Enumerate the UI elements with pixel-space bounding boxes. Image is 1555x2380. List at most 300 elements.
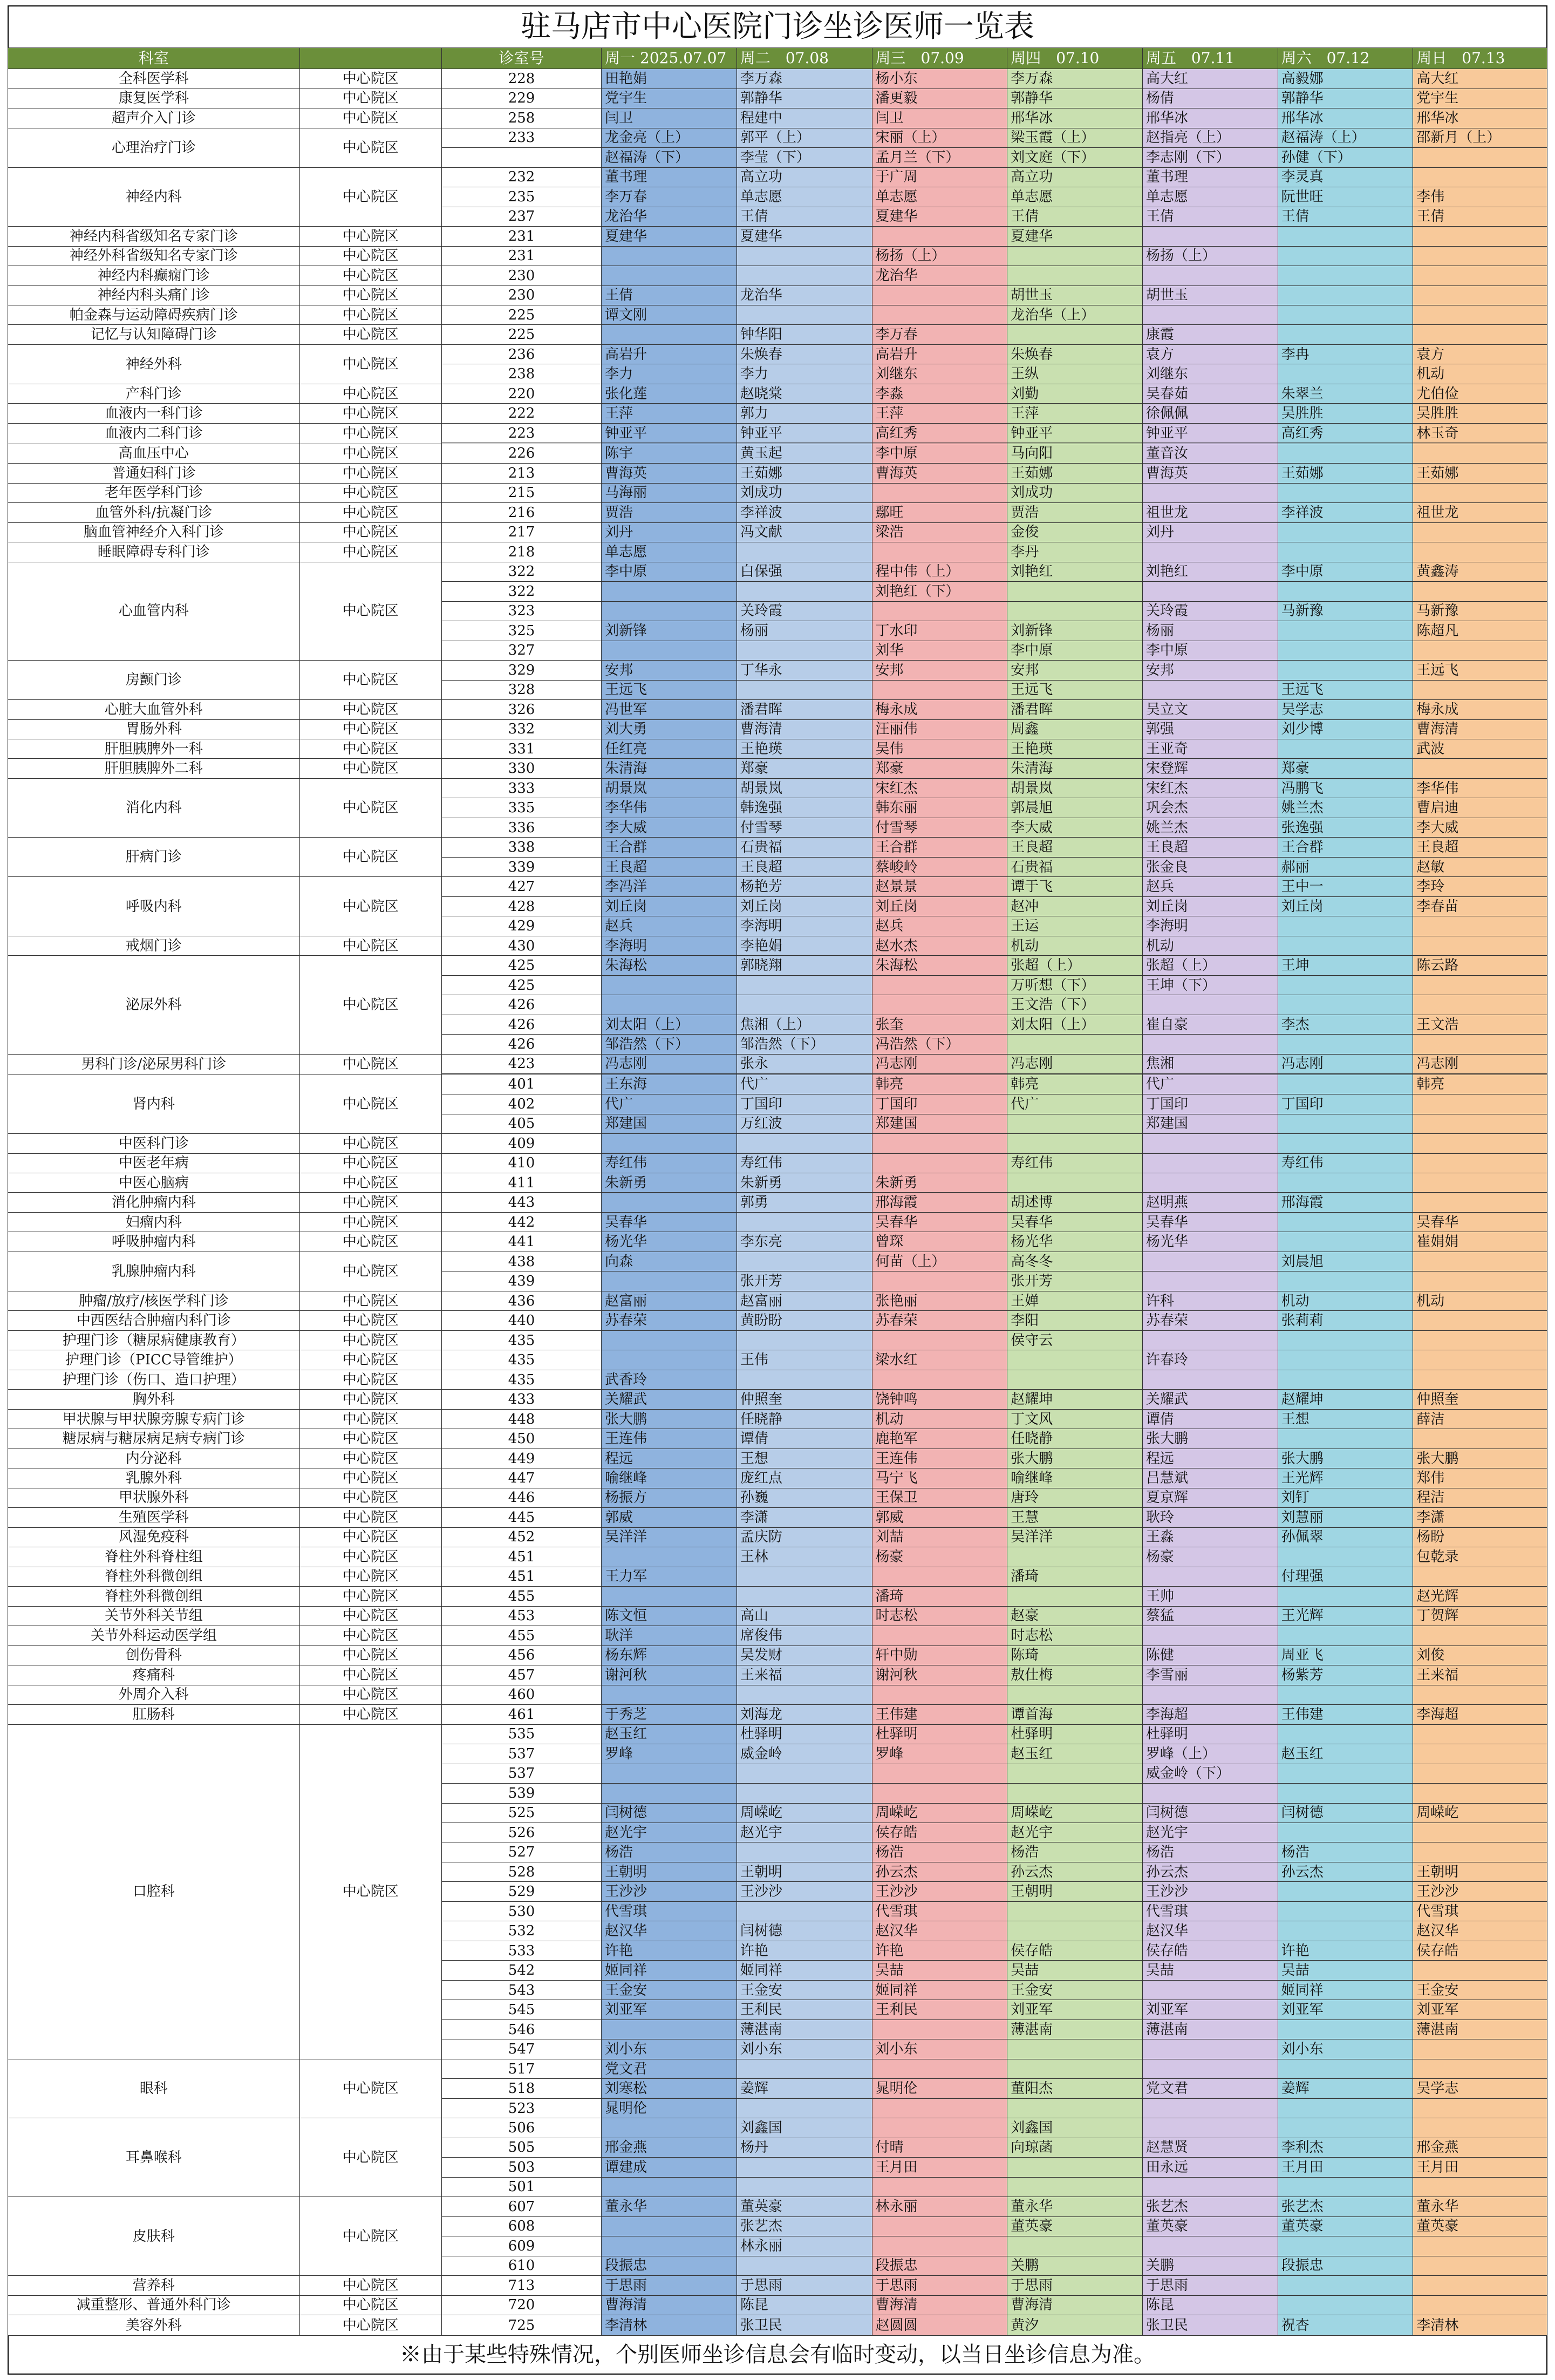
area-cell: 中心院区 bbox=[299, 1587, 441, 1606]
room-cell: 456 bbox=[441, 1645, 601, 1665]
doctor-cell-sat bbox=[1278, 246, 1413, 266]
doctor-cell-tue bbox=[736, 1567, 872, 1586]
doctor-cell-wed: 王沙沙 bbox=[872, 1882, 1007, 1901]
doctor-cell-thu: 刘勤 bbox=[1007, 384, 1143, 403]
room-cell: 336 bbox=[441, 818, 601, 837]
doctor-cell-tue: 张卫民 bbox=[736, 2315, 872, 2336]
dept-cell: 妇瘤内科 bbox=[8, 1212, 300, 1232]
doctor-cell-thu: 侯守云 bbox=[1007, 1330, 1143, 1350]
table-row bbox=[8, 936, 1547, 955]
dept-cell: 普通妇科门诊 bbox=[8, 464, 300, 483]
doctor-cell-sun bbox=[1413, 2236, 1547, 2256]
doctor-cell-sat: 王想 bbox=[1278, 1409, 1413, 1429]
doctor-cell-thu bbox=[1007, 2059, 1143, 2078]
doctor-cell-mon: 李清林 bbox=[602, 2315, 737, 2336]
doctor-cell-fri bbox=[1142, 1980, 1278, 2000]
table-row bbox=[8, 305, 1547, 325]
dept-cell: 肿瘤/放疗/核医学科门诊 bbox=[8, 1291, 300, 1310]
room-cell: 440 bbox=[441, 1311, 601, 1330]
area-cell: 中心院区 bbox=[299, 1567, 441, 1586]
doctor-cell-sun: 吴学志 bbox=[1413, 2079, 1547, 2098]
doctor-cell-thu: 潘琦 bbox=[1007, 1567, 1143, 1586]
doctor-cell-thu bbox=[1007, 582, 1143, 601]
doctor-cell-sun: 董英豪 bbox=[1413, 2216, 1547, 2236]
doctor-cell-sat bbox=[1278, 1823, 1413, 1842]
doctor-cell-tue bbox=[736, 2158, 872, 2177]
doctor-cell-mon: 李中原 bbox=[602, 562, 737, 581]
doctor-cell-thu: 刘文庭（下） bbox=[1007, 148, 1143, 167]
doctor-cell-fri bbox=[1142, 483, 1278, 502]
doctor-cell-fri: 杨倩 bbox=[1142, 89, 1278, 108]
header-day-wed: 周三 07.09 bbox=[872, 48, 1007, 69]
doctor-cell-wed bbox=[872, 995, 1007, 1015]
doctor-cell-thu: 王艳瑛 bbox=[1007, 739, 1143, 759]
doctor-cell-mon: 胡景岚 bbox=[602, 778, 737, 798]
doctor-cell-sun: 高大红 bbox=[1413, 69, 1547, 89]
area-cell: 中心院区 bbox=[299, 1508, 441, 1527]
area-cell: 中心院区 bbox=[299, 483, 441, 502]
table-row bbox=[8, 838, 1547, 857]
doctor-cell-thu: 马向阳 bbox=[1007, 444, 1143, 463]
doctor-cell-wed: 高岩升 bbox=[872, 344, 1007, 364]
dept-cell: 脊柱外科脊柱组 bbox=[8, 1547, 300, 1567]
doctor-cell-wed bbox=[872, 227, 1007, 246]
doctor-cell-fri: 耿玲 bbox=[1142, 1508, 1278, 1527]
doctor-cell-wed bbox=[872, 1134, 1007, 1153]
table-row bbox=[8, 1252, 1547, 1271]
doctor-cell-sun bbox=[1413, 2276, 1547, 2295]
doctor-cell-thu: 邢华冰 bbox=[1007, 108, 1143, 128]
dept-cell: 生殖医学科 bbox=[8, 1508, 300, 1527]
room-cell: 323 bbox=[441, 601, 601, 621]
table-row bbox=[8, 1311, 1547, 1330]
doctor-cell-fri bbox=[1142, 1685, 1278, 1704]
dept-cell: 关节外科关节组 bbox=[8, 1606, 300, 1626]
doctor-cell-thu bbox=[1007, 1784, 1143, 1803]
doctor-cell-sun: 机动 bbox=[1413, 1291, 1547, 1310]
doctor-cell-sun bbox=[1413, 1744, 1547, 1764]
doctor-cell-fri: 郭强 bbox=[1142, 719, 1278, 739]
doctor-cell-mon: 龙金亮（上） bbox=[602, 128, 737, 147]
doctor-cell-sun: 吴春华 bbox=[1413, 1212, 1547, 1232]
doctor-cell-thu: 高冬冬 bbox=[1007, 1252, 1143, 1271]
doctor-cell-sun: 祖世龙 bbox=[1413, 503, 1547, 522]
room-cell: 225 bbox=[441, 325, 601, 344]
doctor-cell-sat: 刘慧丽 bbox=[1278, 1508, 1413, 1527]
doctor-cell-tue bbox=[736, 1587, 872, 1606]
doctor-cell-mon bbox=[602, 995, 737, 1015]
doctor-cell-sun: 韩亮 bbox=[1413, 1075, 1547, 1094]
doctor-cell-wed: 冯浩然（下） bbox=[872, 1035, 1007, 1054]
doctor-cell-sat bbox=[1278, 1075, 1413, 1094]
doctor-cell-wed bbox=[872, 1764, 1007, 1783]
dept-cell: 呼吸内科 bbox=[8, 877, 300, 936]
room-cell: 426 bbox=[441, 1035, 601, 1054]
doctor-cell-sat: 刘丘岗 bbox=[1278, 896, 1413, 916]
table-row bbox=[8, 522, 1547, 542]
area-cell: 中心院区 bbox=[299, 444, 441, 463]
doctor-cell-mon bbox=[602, 641, 737, 660]
doctor-cell-fri bbox=[1142, 1370, 1278, 1389]
area-cell: 中心院区 bbox=[299, 838, 441, 877]
table-row bbox=[8, 325, 1547, 344]
doctor-cell-fri: 代广 bbox=[1142, 1075, 1278, 1094]
doctor-cell-mon: 董书理 bbox=[602, 167, 737, 187]
doctor-cell-wed: 林永丽 bbox=[872, 2197, 1007, 2216]
doctor-cell-wed: 曹海英 bbox=[872, 464, 1007, 483]
table-row bbox=[8, 483, 1547, 502]
doctor-cell-wed: 刘继东 bbox=[872, 364, 1007, 384]
doctor-cell-wed: 杨浩 bbox=[872, 1842, 1007, 1862]
room-cell: 231 bbox=[441, 227, 601, 246]
room-cell: 517 bbox=[441, 2059, 601, 2078]
doctor-cell-tue: 郭平（上） bbox=[736, 128, 872, 147]
doctor-cell-thu: 董永华 bbox=[1007, 2197, 1143, 2216]
area-cell: 中心院区 bbox=[299, 562, 441, 660]
doctor-cell-fri bbox=[1142, 995, 1278, 1015]
room-cell: 439 bbox=[441, 1271, 601, 1291]
doctor-cell-sun: 包乾录 bbox=[1413, 1547, 1547, 1567]
doctor-cell-fri: 张金良 bbox=[1142, 857, 1278, 876]
doctor-cell-wed: 宋丽（上） bbox=[872, 128, 1007, 147]
doctor-cell-tue: 刘成功 bbox=[736, 483, 872, 502]
doctor-cell-mon: 邹浩然（下） bbox=[602, 1035, 737, 1054]
doctor-cell-mon: 冯志刚 bbox=[602, 1054, 737, 1073]
doctor-cell-thu: 郭晨旭 bbox=[1007, 798, 1143, 818]
doctor-cell-fri: 董英豪 bbox=[1142, 2216, 1278, 2236]
doctor-cell-tue: 郭静华 bbox=[736, 89, 872, 108]
doctor-cell-thu: 郭静华 bbox=[1007, 89, 1143, 108]
doctor-cell-fri: 谭倩 bbox=[1142, 1409, 1278, 1429]
room-cell: 506 bbox=[441, 2118, 601, 2138]
doctor-cell-wed: 谢河秋 bbox=[872, 1665, 1007, 1685]
doctor-cell-mon: 朱新勇 bbox=[602, 1173, 737, 1193]
doctor-cell-tue: 周嵘屹 bbox=[736, 1803, 872, 1823]
doctor-cell-tue: 王朝明 bbox=[736, 1862, 872, 1881]
doctor-cell-sun: 袁方 bbox=[1413, 344, 1547, 364]
doctor-cell-mon: 闫卫 bbox=[602, 108, 737, 128]
doctor-cell-tue: 黄玉起 bbox=[736, 444, 872, 463]
doctor-cell-tue bbox=[736, 1252, 872, 1271]
room-cell: 460 bbox=[441, 1685, 601, 1704]
dept-cell: 脊柱外科微创组 bbox=[8, 1567, 300, 1586]
doctor-cell-fri bbox=[1142, 680, 1278, 699]
doctor-cell-sun: 王茹娜 bbox=[1413, 464, 1547, 483]
doctor-cell-wed bbox=[872, 2236, 1007, 2256]
doctor-cell-sat: 赵福涛（上） bbox=[1278, 128, 1413, 147]
area-cell: 中心院区 bbox=[299, 2118, 441, 2197]
doctor-cell-wed: 朱新勇 bbox=[872, 1173, 1007, 1193]
doctor-cell-sun bbox=[1413, 1823, 1547, 1842]
dept-cell: 耳鼻喉科 bbox=[8, 2118, 300, 2197]
doctor-cell-fri: 赵兵 bbox=[1142, 877, 1278, 896]
dept-cell: 神经内科 bbox=[8, 167, 300, 226]
doctor-cell-mon: 赵玉红 bbox=[602, 1724, 737, 1744]
doctor-cell-wed: 鹿艳军 bbox=[872, 1429, 1007, 1449]
doctor-cell-tue: 赵晓棠 bbox=[736, 384, 872, 403]
room-cell: 545 bbox=[441, 2000, 601, 2019]
doctor-cell-sun bbox=[1413, 1193, 1547, 1212]
doctor-cell-wed: 刘小东 bbox=[872, 2039, 1007, 2059]
doctor-cell-thu: 曹海清 bbox=[1007, 2295, 1143, 2315]
doctor-cell-tue: 吴发财 bbox=[736, 1645, 872, 1665]
header-row bbox=[8, 48, 1547, 69]
doctor-cell-sat bbox=[1278, 305, 1413, 325]
doctor-cell-wed: 曾琛 bbox=[872, 1232, 1007, 1252]
dept-cell: 心理治疗门诊 bbox=[8, 128, 300, 167]
doctor-cell-mon: 李冯洋 bbox=[602, 877, 737, 896]
doctor-cell-sun: 李海超 bbox=[1413, 1705, 1547, 1724]
doctor-cell-wed: 杨小东 bbox=[872, 69, 1007, 89]
doctor-cell-fri: 关鹏 bbox=[1142, 2256, 1278, 2275]
table-row bbox=[8, 1153, 1547, 1173]
area-cell: 中心院区 bbox=[299, 464, 441, 483]
doctor-cell-fri: 刘亚军 bbox=[1142, 2000, 1278, 2019]
doctor-cell-thu bbox=[1007, 2177, 1143, 2197]
room-cell: 609 bbox=[441, 2236, 601, 2256]
doctor-cell-fri bbox=[1142, 305, 1278, 325]
doctor-cell-mon: 谢河秋 bbox=[602, 1665, 737, 1685]
doctor-cell-sat bbox=[1278, 2236, 1413, 2256]
doctor-cell-wed: 杜驿明 bbox=[872, 1724, 1007, 1744]
schedule-body bbox=[8, 48, 1547, 2336]
doctor-cell-thu: 李大威 bbox=[1007, 818, 1143, 837]
doctor-cell-thu bbox=[1007, 1587, 1143, 1606]
doctor-cell-sat: 高毅娜 bbox=[1278, 69, 1413, 89]
doctor-cell-tue: 姬同祥 bbox=[736, 1961, 872, 1980]
doctor-cell-wed bbox=[872, 2177, 1007, 2197]
area-cell: 中心院区 bbox=[299, 1665, 441, 1685]
doctor-cell-fri: 焦湘 bbox=[1142, 1054, 1278, 1073]
doctor-cell-sun bbox=[1413, 2177, 1547, 2197]
area-cell: 中心院区 bbox=[299, 246, 441, 266]
doctor-cell-thu: 王文浩（下） bbox=[1007, 995, 1143, 1015]
room-cell: 223 bbox=[441, 423, 601, 443]
doctor-cell-thu bbox=[1007, 2039, 1143, 2059]
doctor-cell-fri: 宋登辉 bbox=[1142, 759, 1278, 778]
doctor-cell-tue: 王茹娜 bbox=[736, 464, 872, 483]
doctor-cell-wed bbox=[872, 1330, 1007, 1350]
doctor-cell-fri: 李中原 bbox=[1142, 641, 1278, 660]
room-cell: 401 bbox=[441, 1075, 601, 1094]
doctor-cell-tue: 仲照奎 bbox=[736, 1390, 872, 1409]
doctor-cell-mon: 段振忠 bbox=[602, 2256, 737, 2275]
doctor-cell-sun: 薛洁 bbox=[1413, 1409, 1547, 1429]
doctor-cell-wed: 赵景景 bbox=[872, 877, 1007, 896]
doctor-cell-mon: 喻继峰 bbox=[602, 1468, 737, 1488]
doctor-cell-mon: 许艳 bbox=[602, 1941, 737, 1960]
table-row bbox=[8, 1705, 1547, 1724]
doctor-cell-sun bbox=[1413, 582, 1547, 601]
doctor-cell-wed: 李万春 bbox=[872, 325, 1007, 344]
doctor-cell-tue: 刘鑫国 bbox=[736, 2118, 872, 2138]
room-cell: 441 bbox=[441, 1232, 601, 1252]
doctor-cell-wed: 郭威 bbox=[872, 1508, 1007, 1527]
doctor-cell-tue: 张艺杰 bbox=[736, 2216, 872, 2236]
doctor-cell-mon: 王力军 bbox=[602, 1567, 737, 1586]
doctor-cell-fri bbox=[1142, 227, 1278, 246]
doctor-cell-sat bbox=[1278, 1134, 1413, 1153]
doctor-cell-sun: 程洁 bbox=[1413, 1488, 1547, 1507]
doctor-cell-wed: 程中伟（上） bbox=[872, 562, 1007, 581]
doctor-cell-thu: 王纵 bbox=[1007, 364, 1143, 384]
doctor-cell-sun bbox=[1413, 2256, 1547, 2275]
doctor-cell-wed: 李淼 bbox=[872, 384, 1007, 403]
area-cell: 中心院区 bbox=[299, 2295, 441, 2315]
doctor-cell-sat bbox=[1278, 325, 1413, 344]
doctor-cell-wed bbox=[872, 2059, 1007, 2078]
doctor-cell-tue: 赵富丽 bbox=[736, 1291, 872, 1310]
doctor-cell-wed: 轩中勋 bbox=[872, 1645, 1007, 1665]
doctor-cell-mon: 郭威 bbox=[602, 1508, 737, 1527]
doctor-cell-tue: 曹海清 bbox=[736, 719, 872, 739]
doctor-cell-mon: 杨东辉 bbox=[602, 1645, 737, 1665]
doctor-cell-sun bbox=[1413, 2039, 1547, 2059]
doctor-cell-sat bbox=[1278, 2295, 1413, 2315]
doctor-cell-wed: 于广周 bbox=[872, 167, 1007, 187]
doctor-cell-fri: 于思雨 bbox=[1142, 2276, 1278, 2295]
doctor-cell-mon: 于思雨 bbox=[602, 2276, 737, 2295]
room-cell: 330 bbox=[441, 759, 601, 778]
doctor-cell-sat: 刘钉 bbox=[1278, 1488, 1413, 1507]
table-row bbox=[8, 464, 1547, 483]
doctor-cell-fri: 康霞 bbox=[1142, 325, 1278, 344]
doctor-cell-wed bbox=[872, 305, 1007, 325]
doctor-cell-sun: 黄鑫涛 bbox=[1413, 562, 1547, 581]
table-row bbox=[8, 1468, 1547, 1488]
doctor-cell-thu: 关鹏 bbox=[1007, 2256, 1143, 2275]
area-cell: 中心院区 bbox=[299, 404, 441, 423]
doctor-cell-fri: 刘继东 bbox=[1142, 364, 1278, 384]
doctor-cell-fri: 董书理 bbox=[1142, 167, 1278, 187]
doctor-cell-sun: 薄湛南 bbox=[1413, 2019, 1547, 2039]
doctor-cell-tue: 寿红伟 bbox=[736, 1153, 872, 1173]
room-cell: 525 bbox=[441, 1803, 601, 1823]
area-cell: 中心院区 bbox=[299, 384, 441, 403]
doctor-cell-wed: 邢海霞 bbox=[872, 1193, 1007, 1212]
doctor-cell-fri: 高大红 bbox=[1142, 69, 1278, 89]
room-cell: 230 bbox=[441, 266, 601, 285]
room-cell: 217 bbox=[441, 522, 601, 542]
doctor-cell-tue: 王想 bbox=[736, 1449, 872, 1468]
area-cell: 中心院区 bbox=[299, 266, 441, 285]
doctor-cell-fri: 张大鹏 bbox=[1142, 1429, 1278, 1449]
area-cell: 中心院区 bbox=[299, 719, 441, 739]
dept-cell: 肾内科 bbox=[8, 1075, 300, 1133]
doctor-cell-sun: 张大鹏 bbox=[1413, 1449, 1547, 1468]
room-cell: 331 bbox=[441, 739, 601, 759]
doctor-cell-sun: 机动 bbox=[1413, 364, 1547, 384]
doctor-cell-sun bbox=[1413, 1764, 1547, 1783]
doctor-cell-sat: 张莉莉 bbox=[1278, 1311, 1413, 1330]
doctor-cell-sat: 吴胜胜 bbox=[1278, 404, 1413, 423]
doctor-cell-wed: 张奎 bbox=[872, 1015, 1007, 1034]
doctor-cell-sat bbox=[1278, 2098, 1413, 2118]
doctor-cell-wed: 苏春荣 bbox=[872, 1311, 1007, 1330]
table-row bbox=[8, 384, 1547, 403]
table-row bbox=[8, 739, 1547, 759]
doctor-cell-tue bbox=[736, 2256, 872, 2275]
doctor-cell-tue: 姜辉 bbox=[736, 2079, 872, 2098]
doctor-cell-mon bbox=[602, 601, 737, 621]
doctor-cell-sun bbox=[1413, 2295, 1547, 2315]
room-cell: 327 bbox=[441, 641, 601, 660]
doctor-cell-fri: 威金岭（下） bbox=[1142, 1764, 1278, 1783]
doctor-cell-mon: 朱清海 bbox=[602, 759, 737, 778]
doctor-cell-sat: 赵玉红 bbox=[1278, 1744, 1413, 1764]
doctor-cell-fri bbox=[1142, 1626, 1278, 1645]
doctor-cell-wed: 王萍 bbox=[872, 404, 1007, 423]
doctor-cell-mon: 马海丽 bbox=[602, 483, 737, 502]
doctor-cell-tue: 郑豪 bbox=[736, 759, 872, 778]
room-cell bbox=[441, 148, 601, 167]
room-cell: 518 bbox=[441, 2079, 601, 2098]
doctor-cell-sun: 陈超凡 bbox=[1413, 621, 1547, 641]
doctor-cell-fri: 吴立文 bbox=[1142, 700, 1278, 719]
doctor-cell-tue: 王倩 bbox=[736, 207, 872, 226]
room-cell: 546 bbox=[441, 2019, 601, 2039]
doctor-cell-wed: 刘丘岗 bbox=[872, 896, 1007, 916]
doctor-cell-sat bbox=[1278, 444, 1413, 463]
doctor-cell-sun bbox=[1413, 1626, 1547, 1645]
doctor-cell-sun: 郑伟 bbox=[1413, 1468, 1547, 1488]
area-cell: 中心院区 bbox=[299, 503, 441, 522]
doctor-cell-sat: 刘少博 bbox=[1278, 719, 1413, 739]
doctor-cell-thu: 朱清海 bbox=[1007, 759, 1143, 778]
doctor-cell-sat bbox=[1278, 1212, 1413, 1232]
area-cell: 中心院区 bbox=[299, 877, 441, 936]
dept-cell: 护理门诊（伤口、造口护理） bbox=[8, 1370, 300, 1389]
doctor-cell-mon bbox=[602, 1271, 737, 1291]
doctor-cell-sun bbox=[1413, 1784, 1547, 1803]
doctor-cell-sun bbox=[1413, 641, 1547, 660]
dept-cell: 睡眠障碍专科门诊 bbox=[8, 542, 300, 562]
doctor-cell-mon: 董永华 bbox=[602, 2197, 737, 2216]
doctor-cell-tue: 白保强 bbox=[736, 562, 872, 581]
doctor-cell-fri bbox=[1142, 2059, 1278, 2078]
doctor-cell-thu: 韩亮 bbox=[1007, 1075, 1143, 1094]
doctor-cell-wed: 朱海松 bbox=[872, 956, 1007, 975]
doctor-cell-sat bbox=[1278, 227, 1413, 246]
doctor-cell-fri: 杨丽 bbox=[1142, 621, 1278, 641]
doctor-cell-wed: 潘更毅 bbox=[872, 89, 1007, 108]
room-cell: 533 bbox=[441, 1941, 601, 1960]
doctor-cell-thu: 喻继峰 bbox=[1007, 1468, 1143, 1488]
doctor-cell-fri: 丁国印 bbox=[1142, 1094, 1278, 1114]
room-cell: 328 bbox=[441, 680, 601, 699]
doctor-cell-sun: 冯志刚 bbox=[1413, 1054, 1547, 1073]
doctor-cell-tue: 钟亚平 bbox=[736, 423, 872, 443]
doctor-cell-mon: 龙治华 bbox=[602, 207, 737, 226]
doctor-cell-wed: 王伟建 bbox=[872, 1705, 1007, 1724]
doctor-cell-sun: 王远飞 bbox=[1413, 661, 1547, 680]
doctor-cell-sat bbox=[1278, 582, 1413, 601]
doctor-cell-fri: 董音汝 bbox=[1142, 444, 1278, 463]
dept-cell: 护理门诊（糖尿病健康教育） bbox=[8, 1330, 300, 1350]
room-cell: 526 bbox=[441, 1823, 601, 1842]
doctor-cell-mon: 刘大勇 bbox=[602, 719, 737, 739]
doctor-cell-tue: 邹浩然（下） bbox=[736, 1035, 872, 1054]
doctor-cell-tue bbox=[736, 305, 872, 325]
doctor-cell-sat: 董英豪 bbox=[1278, 2216, 1413, 2236]
doctor-cell-thu: 任晓静 bbox=[1007, 1429, 1143, 1449]
room-cell: 430 bbox=[441, 936, 601, 955]
doctor-cell-sat: 李利杰 bbox=[1278, 2138, 1413, 2157]
doctor-cell-fri bbox=[1142, 2177, 1278, 2197]
area-cell: 中心院区 bbox=[299, 1645, 441, 1665]
doctor-cell-thu: 胡述博 bbox=[1007, 1193, 1143, 1212]
doctor-cell-mon bbox=[602, 325, 737, 344]
